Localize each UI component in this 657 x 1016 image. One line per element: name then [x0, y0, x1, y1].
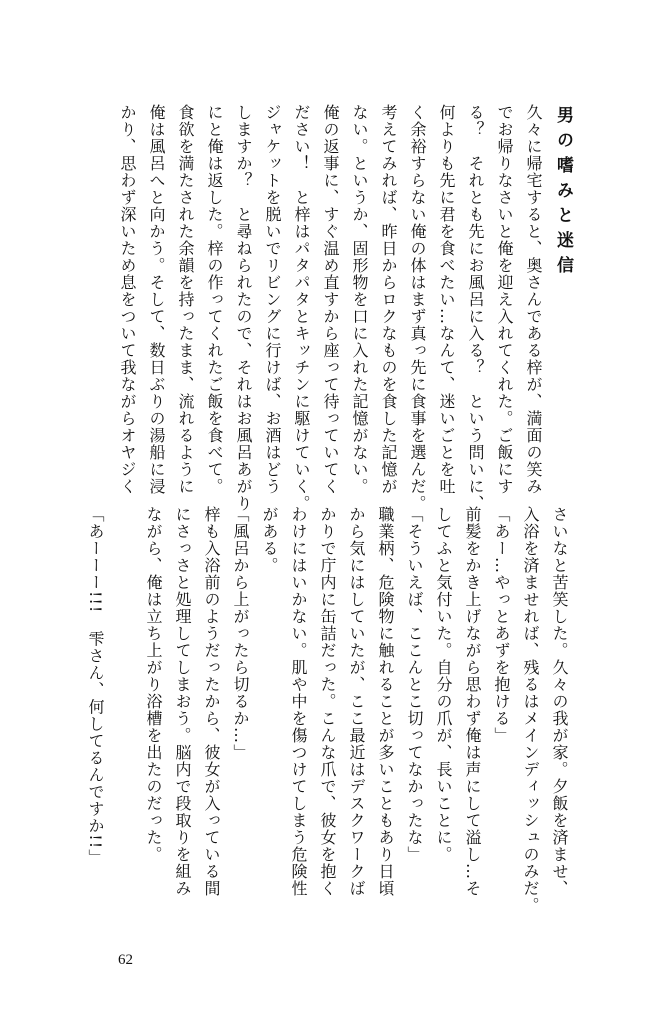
text-line: わけにはいかない。肌や中を傷つけてしまう危険性	[289, 506, 308, 897]
text-line: 入浴を済ませれば、残るはメインディッシュのみだ。	[521, 506, 540, 914]
blank-line	[110, 506, 139, 906]
text-line: かり、思わず深いため息をついて我ながらオヤジく	[118, 104, 137, 495]
text-line: かりで庁内に缶詰だった。こんな爪で、彼女を抱く	[318, 506, 337, 897]
text-line: にさっさと処理してしまおう。脳内で段取りを組み	[173, 506, 192, 897]
text-line: 梓も入浴前のようだったから、彼女が入っている間	[202, 506, 221, 897]
text-line: ながら、俺は立ち上がり浴槽を出たのだった。	[144, 506, 163, 863]
text-line: 何よりも先に君を食べたい…なんて、迷いごとを吐	[437, 104, 456, 495]
dialogue-line: 「あーーー!!! 雫さん、何してるんですか!!」	[86, 506, 105, 867]
text-line: ださい！ と梓はパタパタとキッチンに駆けていく。	[292, 104, 311, 512]
text-line: 前髪をかき上げながら思わず俺は声にして溢し…そ	[463, 506, 482, 897]
text-line: しますか？ と尋ねられたので、それはお風呂あがり	[234, 104, 253, 512]
text-line: 久々に帰宅すると、奥さんである梓が、満面の笑み	[524, 104, 543, 495]
text-line: ない。というか、固形物を口に入れた記憶がない。	[350, 104, 369, 495]
top-text-block	[113, 104, 577, 512]
text-line: にと俺は返した。梓の作ってくれたご飯を食べて。	[205, 104, 224, 495]
text-line: 俺は風呂へと向かう。そして、数日ぶりの湯船に浸	[147, 104, 166, 495]
text-line: 職業柄、危険物に触れることが多いこともあり日頃	[376, 506, 395, 897]
text-line: く余裕すらない俺の体はまず真っ先に食事を選んだ。	[408, 104, 427, 512]
text-line: でお帰りなさいと俺を迎え入れてくれた。ご飯にす	[495, 104, 514, 495]
text-line: る？ それとも先にお風呂に入る？ という問いに、	[466, 104, 485, 512]
text-line: がある。	[260, 506, 279, 574]
chapter-title: 男の嗜みと迷信	[553, 106, 573, 281]
text-line: してふと気付いた。自分の爪が、長いことに。	[434, 506, 453, 863]
text-line: 俺の返事に、すぐ温め直すから座って待っていてく	[321, 104, 340, 495]
bottom-text-block	[81, 506, 574, 914]
page-number: 62	[118, 952, 133, 968]
dialogue-line: 「風呂から上がったら切るか…」	[231, 506, 250, 761]
dialogue-line: 「そういえば、ここんとこ切ってなかったな」	[405, 506, 424, 863]
text-line: 考えてみれば、昨日からロクなものを食した記憶が	[379, 104, 398, 495]
text-line: ジャケットを脱いでリビングに行けば、お酒はどう	[263, 104, 282, 495]
dialogue-line: 「あー…やっとあずを抱ける」	[492, 506, 511, 744]
text-line: さいなと苦笑した。久々の我が家。夕飯を済ませ、	[550, 506, 569, 897]
text-line: 食欲を満たされた余韻を持ったまま、流れるように	[176, 104, 195, 495]
text-line: から気にはしていたが、ここ最近はデスクワークば	[347, 506, 366, 897]
